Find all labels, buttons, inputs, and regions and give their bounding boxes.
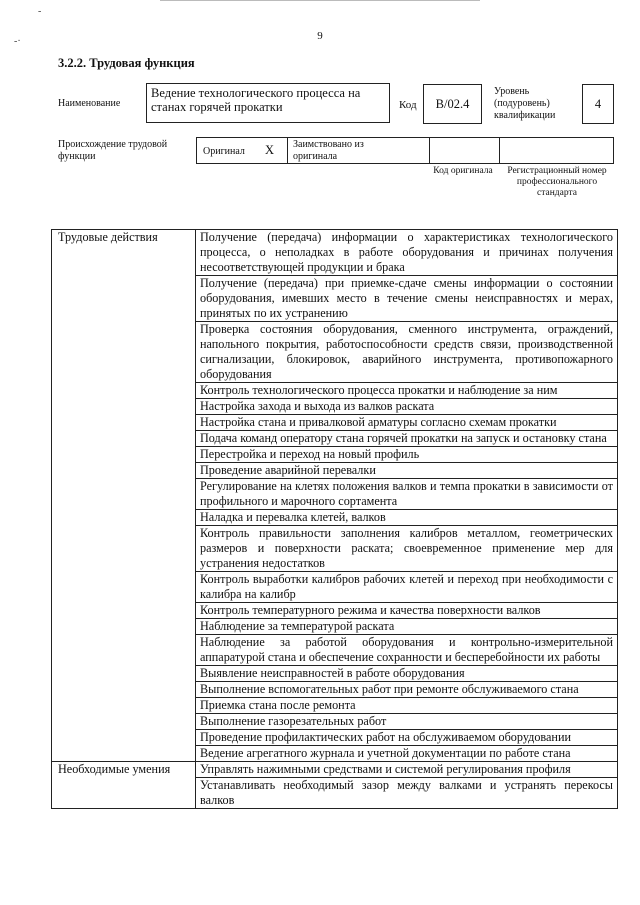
scan-mark-left: -· xyxy=(14,36,21,47)
table-cell: Получение (передача) при приемке-сдаче смены информации о состоянии оборудования, имевших место в течение смены неисправностях и мерах, принятых по их устранению xyxy=(196,276,618,322)
reg-number-caption: Регистрационный номер профессионального стандарта xyxy=(507,166,607,198)
table-cell: Ведение агрегатного журнала и учетной документации по работе стана xyxy=(196,746,618,762)
scan-mark-top: - xyxy=(38,6,42,17)
table-cell: Управлять нажимными средствами и системой регулирования профиля xyxy=(196,762,618,778)
code-original-caption: Код оригинала xyxy=(433,166,493,176)
section-title: 3.2.2. Трудовая функция xyxy=(58,56,195,70)
table-cell: Контроль правильности заполнения калибров металлом, геометрических размеров и поверхности раската; своевременное применение мер для устранения недостатков xyxy=(196,526,618,572)
level-label: Уровень (подуровень) квалификации xyxy=(494,86,556,121)
table-cell: Наблюдение за работой оборудования и контрольно-измерительной аппаратурой стана и обеспечение сохранности и бесперебойности их работы xyxy=(196,635,618,666)
table-cell: Наладка и перевалка клетей, валков xyxy=(196,510,618,526)
origin-label: Происхождение трудовой функции xyxy=(58,139,168,162)
labor-actions-heading: Трудовые действия xyxy=(52,230,196,762)
table-cell: Устанавливать необходимый зазор между валками и устранять перекосы валков xyxy=(196,778,618,809)
table-cell: Проведение аварийной перевалки xyxy=(196,463,618,479)
table-cell: Проверка состояния оборудования, сменного инструмента, ограждений, напольного покрытия, работоспособности средств связи, производственной сигнализации, блокировок, аварийного инструмента, противопожарного оборудования xyxy=(196,322,618,383)
table-cell: Наблюдение за температурой раската xyxy=(196,619,618,635)
function-name-box xyxy=(146,83,390,123)
code-box xyxy=(423,84,482,124)
table-cell: Выполнение газорезательных работ xyxy=(196,714,618,730)
table-cell: Подача команд оператору стана горячей прокатки на запуск и остановку стана xyxy=(196,431,618,447)
level-value: 4 xyxy=(594,97,602,111)
code-label: Код xyxy=(399,99,417,111)
function-table xyxy=(51,229,618,809)
table-cell: Контроль технологического процесса прокатки и наблюдение за ним xyxy=(196,383,618,399)
page-number: 9 xyxy=(317,30,323,42)
table-cell: Приемка стана после ремонта xyxy=(196,698,618,714)
name-label: Наименование xyxy=(58,98,121,109)
table-cell: Получение (передача) информации о характеристиках технологического процесса, о неполадках в работе оборудования и причинах получения несоответствующей продукции и брака xyxy=(196,230,618,276)
table-cell: Регулирование на клетях положения валков и темпа прокатки в зависимости от профильного и марочного сортамента xyxy=(196,479,618,510)
table-cell: Перестройка и переход на новый профиль xyxy=(196,447,618,463)
table-row xyxy=(52,762,618,778)
borrowed-label: Заимствовано из оригинала xyxy=(293,139,364,162)
level-box xyxy=(582,84,614,124)
function-name: Ведение технологического процесса на станах горячей прокатки xyxy=(151,86,361,114)
table-cell: Контроль температурного режима и качества поверхности валков xyxy=(196,603,618,619)
table-cell: Выявление неисправностей в работе оборудования xyxy=(196,666,618,682)
table-cell: Контроль выработки калибров рабочих клетей и переход при необходимости с калибра на калибр xyxy=(196,572,618,603)
origin-table xyxy=(196,137,614,164)
original-mark: X xyxy=(265,143,275,157)
original-label: Оригинал xyxy=(203,146,245,157)
table-cell: Выполнение вспомогательных работ при ремонте обслуживаемого стана xyxy=(196,682,618,698)
table-row xyxy=(52,230,618,276)
table-cell: Проведение профилактических работ на обслуживаемом оборудовании xyxy=(196,730,618,746)
table-cell: Настройка захода и выхода из валков раската xyxy=(196,399,618,415)
table-cell: Настройка стана и привалковой арматуры согласно схемам прокатки xyxy=(196,415,618,431)
skills-heading: Необходимые умения xyxy=(52,762,196,809)
top-rule xyxy=(160,0,480,1)
code-value: B/02.4 xyxy=(435,97,470,111)
